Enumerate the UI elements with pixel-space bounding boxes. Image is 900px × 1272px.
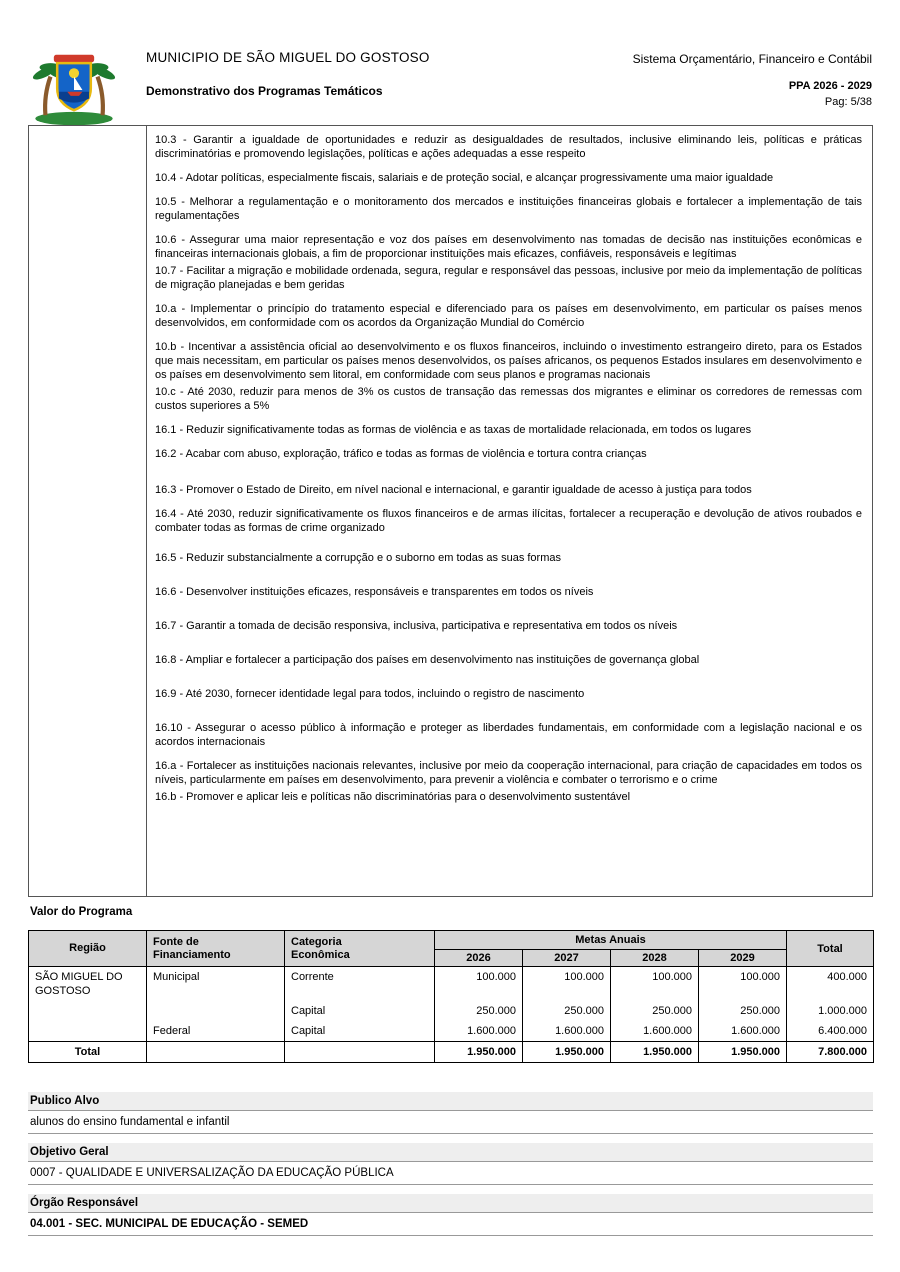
program-value-table-head [29,931,874,967]
orgao-responsavel-title: Órgão Responsável [28,1194,873,1213]
goal-16-10: 16.10 - Assegurar o acesso público à informação e proteger as liberdades fundamentais, em conformidade com a legislação nacional e os acordos internacionais [155,722,862,748]
total-2029: 1.950.000 [699,1042,787,1063]
cell-2026: 250.000 [435,1001,523,1021]
goal-16-8: 16.8 - Ampliar e fortalecer a participação dos países em desenvolvimento nas instituições de governança global [155,654,700,666]
total-row-empty-category [285,1042,435,1063]
cell-2027: 250.000 [523,1001,611,1021]
col-header-year-2027: 2027 [523,950,611,967]
goal-16-6: 16.6 - Desenvolver instituições eficazes, responsáveis e transparentes em todos os níveis [155,586,594,598]
goal-10-4: 10.4 - Adotar políticas, especialmente fiscais, salariais e de proteção social, e alcançar progressivamente uma maior igualdade [155,172,774,184]
publico-alvo-title: Publico Alvo [28,1092,873,1111]
col-header-annual-goals: Metas Anuais [435,931,787,950]
total-row-empty-source [147,1042,285,1063]
goal-10-5: 10.5 - Melhorar a regulamentação e o monitoramento dos mercados e instituições financeiras globais e fortalecer a implementação de tais regulamentações [155,196,862,222]
col-header-year-2026: 2026 [435,950,523,967]
col-header-year-2028: 2028 [611,950,699,967]
total-2026: 1.950.000 [435,1042,523,1063]
cell-region [29,1021,147,1042]
objetivo-geral-content: 0007 - QUALIDADE E UNIVERSALIZAÇÃO DA EDUCAÇÃO PÚBLICA [28,1162,873,1185]
publico-alvo-content: alunos do ensino fundamental e infantil [28,1111,873,1134]
program-value-title: Valor do Programa [30,906,133,918]
report-title: Demonstrativo dos Programas Temáticos [146,84,383,98]
orgao-responsavel-content: 04.001 - SEC. MUNICIPAL DE EDUCAÇÃO - SEMED [28,1213,873,1236]
col-header-region: Região [29,931,147,967]
cell-source: Federal [147,1021,285,1042]
report-header [28,0,872,125]
cell-region [29,1001,147,1021]
program-value-table-body [29,967,874,1063]
objetivo-geral-title: Objetivo Geral [28,1143,873,1162]
cell-2026: 100.000 [435,967,523,1002]
section-objetivo-geral [28,1143,873,1185]
total-grand: 7.800.000 [787,1042,874,1063]
table-row [29,1001,874,1021]
goal-16-5: 16.5 - Reduzir substancialmente a corrupção e o suborno em todas as suas formas [155,552,561,564]
cell-2029: 1.600.000 [699,1021,787,1042]
goals-list [147,126,872,896]
col-header-economic-category: Categoria Econômica [285,931,435,967]
ppa-period: PPA 2026 - 2029 [788,80,872,92]
total-2028: 1.950.000 [611,1042,699,1063]
cell-total: 1.000.000 [787,1001,874,1021]
table-total-row [29,1042,874,1063]
goal-16-2: 16.2 - Acabar com abuso, exploração, tráfico e todas as formas de violência e tortura contra crianças [155,448,647,460]
goal-16-1: 16.1 - Reduzir significativamente todas as formas de violência e as taxas de mortalidade relacionada, em todos os lugares [155,424,752,436]
cell-total: 400.000 [787,967,874,1002]
section-orgao-responsavel [28,1194,873,1236]
goal-10-b: 10.b - Incentivar a assistência oficial ao desenvolvimento e os fluxos financeiros, incluindo o investimento estrangeiro direto, para os Estados que mais necessitam, em particular os países menos desenvolvidos, os países africanos, os pequenos Estados insulares em desenvolvimento e os países em desenvolvimento sem litoral, em conformidade com seus planos e programas nacionais [155,341,862,381]
goal-16-3: 16.3 - Promover o Estado de Direito, em nível nacional e internacional, e garantir igualdade de acesso à justiça para todos [155,484,752,496]
col-header-total: Total [787,931,874,967]
goal-16-9: 16.9 - Até 2030, fornecer identidade legal para todos, incluindo o registro de nascimento [155,688,585,700]
cell-category: Capital [285,1001,435,1021]
program-value-table [28,930,874,1063]
total-row-label: Total [29,1042,147,1063]
goals-box-left-column [29,126,147,896]
page-number: Pag: 5/38 [824,96,872,108]
goal-10-3: 10.3 - Garantir a igualdade de oportunidades e reduzir as desigualdades de resultados, inclusive eliminando leis, políticas e práticas discriminatórias e promovendo legislações, políticas e ações adequadas a esse respeito [155,134,862,160]
goal-16-7: 16.7 - Garantir a tomada de decisão responsiva, inclusiva, participativa e representativa em todos os níveis [155,620,678,632]
table-row [29,967,874,1002]
cell-2028: 250.000 [611,1001,699,1021]
cell-2028: 100.000 [611,967,699,1002]
table-row [29,1021,874,1042]
cell-source: Municipal [147,967,285,1002]
municipal-coat-of-arms-icon [32,44,116,126]
cell-2029: 100.000 [699,967,787,1002]
cell-region: SÃO MIGUEL DO GOSTOSO [29,967,147,1002]
cell-category: Capital [285,1021,435,1042]
goal-16-b: 16.b - Promover e aplicar leis e políticas não discriminatórias para o desenvolvimento sustentável [155,791,631,803]
goal-10-7: 10.7 - Facilitar a migração e mobilidade ordenada, segura, regular e responsável das pessoas, inclusive por meio da implementação de políticas de migração planejadas e bem geridas [155,265,862,291]
goal-10-c: 10.c - Até 2030, reduzir para menos de 3% os custos de transação das remessas dos migrantes e eliminar os corredores de remessas com custos superiores a 5% [155,386,862,412]
cell-source [147,1001,285,1021]
goals-box [28,125,873,897]
col-header-funding-source: Fonte de Financiamento [147,931,285,967]
goal-10-6: 10.6 - Assegurar uma maior representação e voz dos países em desenvolvimento nas tomadas de decisão nas instituições econômicas e financeiras internacionais globais, a fim de proporcionar instituições mais eficazes, confiáveis, responsáveis e legítimas [155,234,862,260]
system-name: Sistema Orçamentário, Financeiro e Contábil [632,52,872,66]
goal-16-4: 16.4 - Até 2030, reduzir significativamente os fluxos financeiros e de armas ilícitas, fortalecer a recuperação e devolução de ativos roubados e combater todas as formas de crime organizado [155,508,862,534]
section-publico-alvo [28,1092,873,1134]
cell-2029: 250.000 [699,1001,787,1021]
cell-2026: 1.600.000 [435,1021,523,1042]
cell-category: Corrente [285,967,435,1002]
total-2027: 1.950.000 [523,1042,611,1063]
municipality-name: MUNICIPIO DE SÃO MIGUEL DO GOSTOSO [146,50,430,65]
cell-2027: 1.600.000 [523,1021,611,1042]
cell-2028: 1.600.000 [611,1021,699,1042]
cell-2027: 100.000 [523,967,611,1002]
bottom-sections [28,1092,873,1245]
goal-16-a: 16.a - Fortalecer as instituições nacionais relevantes, inclusive por meio da cooperação internacional, para criação de capacidades em todos os níveis, particularmente em países em desenvolvimento, para prevenir a violência e combater o terrorismo e o crime [155,760,862,786]
cell-total: 6.400.000 [787,1021,874,1042]
col-header-year-2029: 2029 [699,950,787,967]
goal-10-a: 10.a - Implementar o princípio do tratamento especial e diferenciado para os países em desenvolvimento, em particular os países menos desenvolvidos, em conformidade com os acordos da Organização Mundial do Comércio [155,303,862,329]
